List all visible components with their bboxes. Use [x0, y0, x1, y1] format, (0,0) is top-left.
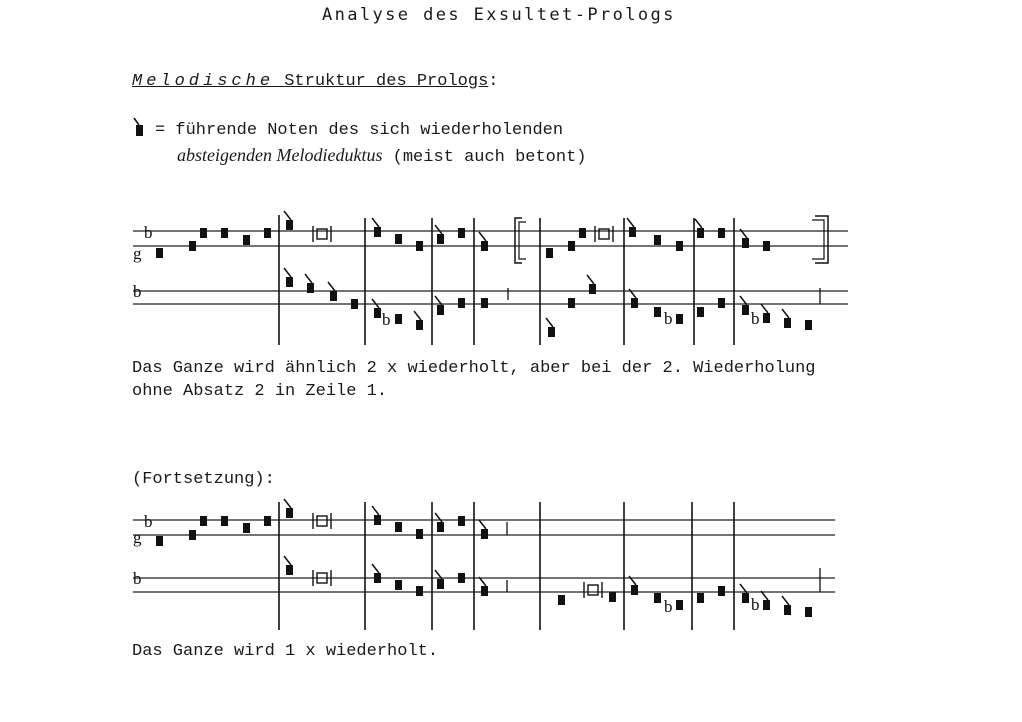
legend-line-2-rest: (meist auch betont)	[382, 148, 587, 167]
accent-note	[481, 529, 488, 539]
heading-spaced-word: Melodische	[132, 72, 275, 91]
note	[458, 516, 465, 526]
note	[264, 516, 271, 526]
accent-note	[374, 573, 381, 583]
accent-note	[763, 600, 770, 610]
heading-colon: :	[488, 72, 499, 91]
legend-line-1: = führende Noten des sich wiederholenden	[155, 121, 564, 140]
continuation-label: (Fortsetzung):	[132, 470, 275, 489]
note	[243, 523, 250, 533]
accent-note	[374, 515, 381, 525]
clef-g-label: g	[133, 244, 142, 263]
accent-stroke	[372, 506, 379, 515]
note	[718, 586, 725, 596]
page-title: Analyse des Exsultet-Prologs	[322, 5, 676, 25]
clef-b-label: b	[144, 512, 153, 531]
flat-sign: b	[751, 309, 760, 328]
note	[416, 529, 423, 539]
note	[200, 516, 207, 526]
flat-sign: b	[664, 309, 673, 328]
hollow-note	[317, 516, 327, 526]
accent-stroke	[782, 596, 789, 605]
note	[609, 592, 616, 602]
accent-note	[784, 605, 791, 615]
paragraph-1-line-1: Das Ganze wird ähnlich 2 x wiederholt, aber bei der 2. Wiederholung	[132, 359, 816, 378]
accent-stroke	[435, 513, 442, 522]
paragraph-1-line-2: ohne Absatz 2 in Zeile 1.	[132, 382, 388, 401]
accent-note	[742, 593, 749, 603]
note	[654, 593, 661, 603]
accent-note	[286, 508, 293, 518]
accent-note	[481, 586, 488, 596]
accent-note	[286, 565, 293, 575]
clef-b-label: b	[133, 569, 142, 588]
note	[189, 530, 196, 540]
note	[416, 586, 423, 596]
clef-g-label: g	[133, 528, 142, 547]
accent-note	[437, 579, 444, 589]
paragraph-2: Das Ganze wird 1 x wiederholt.	[132, 642, 439, 661]
note	[395, 522, 402, 532]
note	[458, 573, 465, 583]
hollow-note	[588, 585, 598, 595]
note	[805, 607, 812, 617]
note	[676, 600, 683, 610]
note	[558, 595, 565, 605]
flat-sign: b	[664, 597, 673, 616]
clef-b-label: b	[144, 223, 153, 242]
legend-italic-term: absteigenden Melodieduktus	[177, 145, 383, 165]
accent-stroke	[284, 499, 291, 508]
accent-stroke	[479, 520, 486, 529]
note	[221, 516, 228, 526]
accent-stroke	[284, 556, 291, 565]
flat-sign: b	[382, 310, 391, 329]
note	[156, 536, 163, 546]
clef-b-label: b	[133, 282, 142, 301]
accent-note	[437, 522, 444, 532]
note	[697, 593, 704, 603]
accent-note	[631, 585, 638, 595]
flat-sign: b	[751, 595, 760, 614]
accent-stroke	[372, 564, 379, 573]
note	[395, 580, 402, 590]
heading-rest: Struktur des Prologs	[284, 72, 489, 91]
